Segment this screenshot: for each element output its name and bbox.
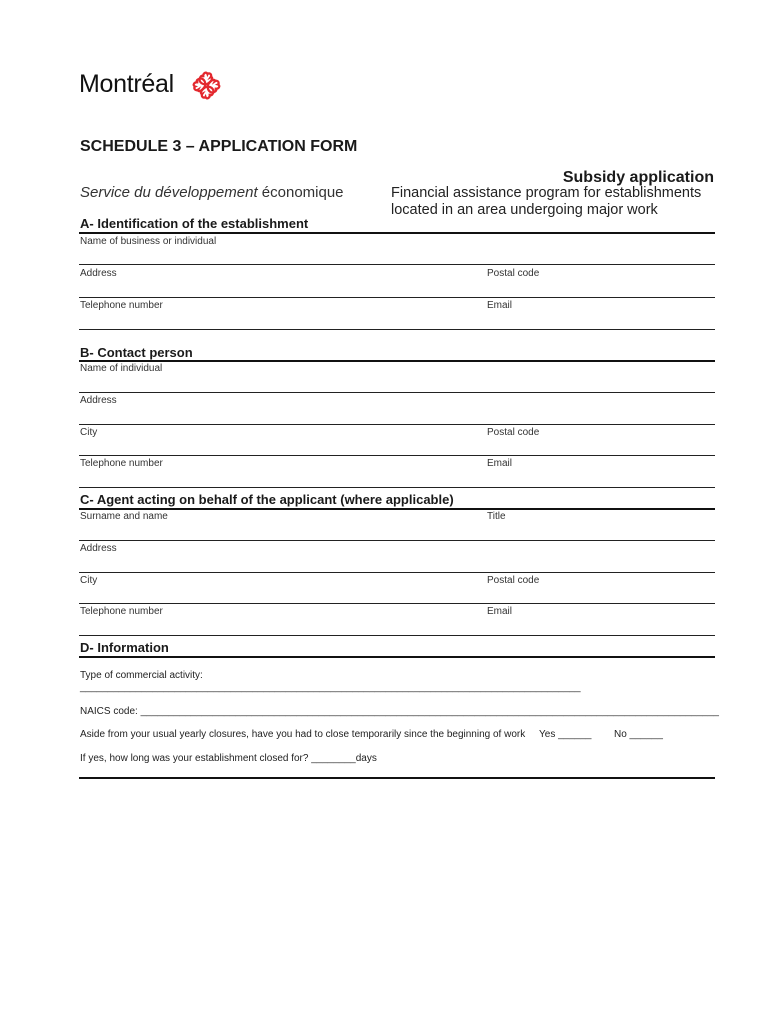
establishment-address-label: Address [80,268,117,279]
service-name-italic: Service du développement [80,184,258,201]
agent-postal-code-label: Postal code [487,575,540,586]
section-d-bottom-rule [79,777,715,779]
establishment-postal-code-label: Postal code [487,268,540,279]
section-c-divider [79,508,715,510]
schedule-title: SCHEDULE 3 – APPLICATION FORM [80,138,358,155]
naics-code-field[interactable]: NAICS code: ________________________________________________________________________________________________________ [80,706,719,717]
service-name [80,184,344,201]
contact-city-label: City [80,427,98,438]
contact-address-label: Address [80,395,117,406]
section-b-divider [79,360,715,362]
service-name-plain: économique [257,184,344,201]
agent-surname-field[interactable] [79,540,715,541]
closure-no-field[interactable]: No ______ [614,729,663,740]
montreal-rose-icon [190,69,223,102]
section-d-title: D- Information [80,640,169,655]
program-line-1: Financial assistance program for establishments [391,185,702,201]
section-c-title: C- Agent acting on behalf of the applicant (where applicable) [80,492,454,507]
section-b-title: B- Contact person [80,345,193,360]
establishment-email-label: Email [487,300,513,311]
business-name-field[interactable] [79,264,715,265]
commercial-activity-field[interactable]: __________________________________________________________________________________________ [80,682,581,693]
agent-surname-label: Surname and name [80,511,168,522]
commercial-activity-label: Type of commercial activity: [80,670,203,681]
agent-telephone-field[interactable] [79,635,715,636]
contact-address-field[interactable] [79,424,715,425]
section-a-title: A- Identification of the establishment [80,216,309,231]
subsidy-title: Subsidy application [562,169,714,186]
contact-city-field[interactable] [79,455,715,456]
contact-name-label: Name of individual [80,363,163,374]
contact-postal-code-label: Postal code [487,427,540,438]
section-d-divider [79,656,715,658]
agent-telephone-label: Telephone number [80,606,163,617]
agent-email-label: Email [487,606,513,617]
agent-city-field[interactable] [79,603,715,604]
section-a-divider [79,232,715,234]
agent-address-field[interactable] [79,572,715,573]
establishment-telephone-field[interactable] [79,329,715,330]
contact-name-field[interactable] [79,392,715,393]
montreal-logo-text: Montréal [79,70,174,98]
closure-yes-field[interactable]: Yes ______ [539,729,592,740]
establishment-telephone-label: Telephone number [80,300,163,311]
contact-email-label: Email [487,458,513,469]
agent-city-label: City [80,575,98,586]
establishment-address-field[interactable] [79,297,715,298]
contact-telephone-label: Telephone number [80,458,163,469]
business-name-label: Name of business or individual [80,236,217,247]
program-line-2: located in an area undergoing major work [391,202,658,218]
closure-duration-field[interactable]: If yes, how long was your establishment closed for? ________days [80,753,377,764]
contact-telephone-field[interactable] [79,487,715,488]
closure-question: Aside from your usual yearly closures, have you had to close temporarily since the beginning of work [80,729,526,740]
agent-address-label: Address [80,543,117,554]
program-description [391,185,701,219]
agent-title-label: Title [487,511,506,522]
